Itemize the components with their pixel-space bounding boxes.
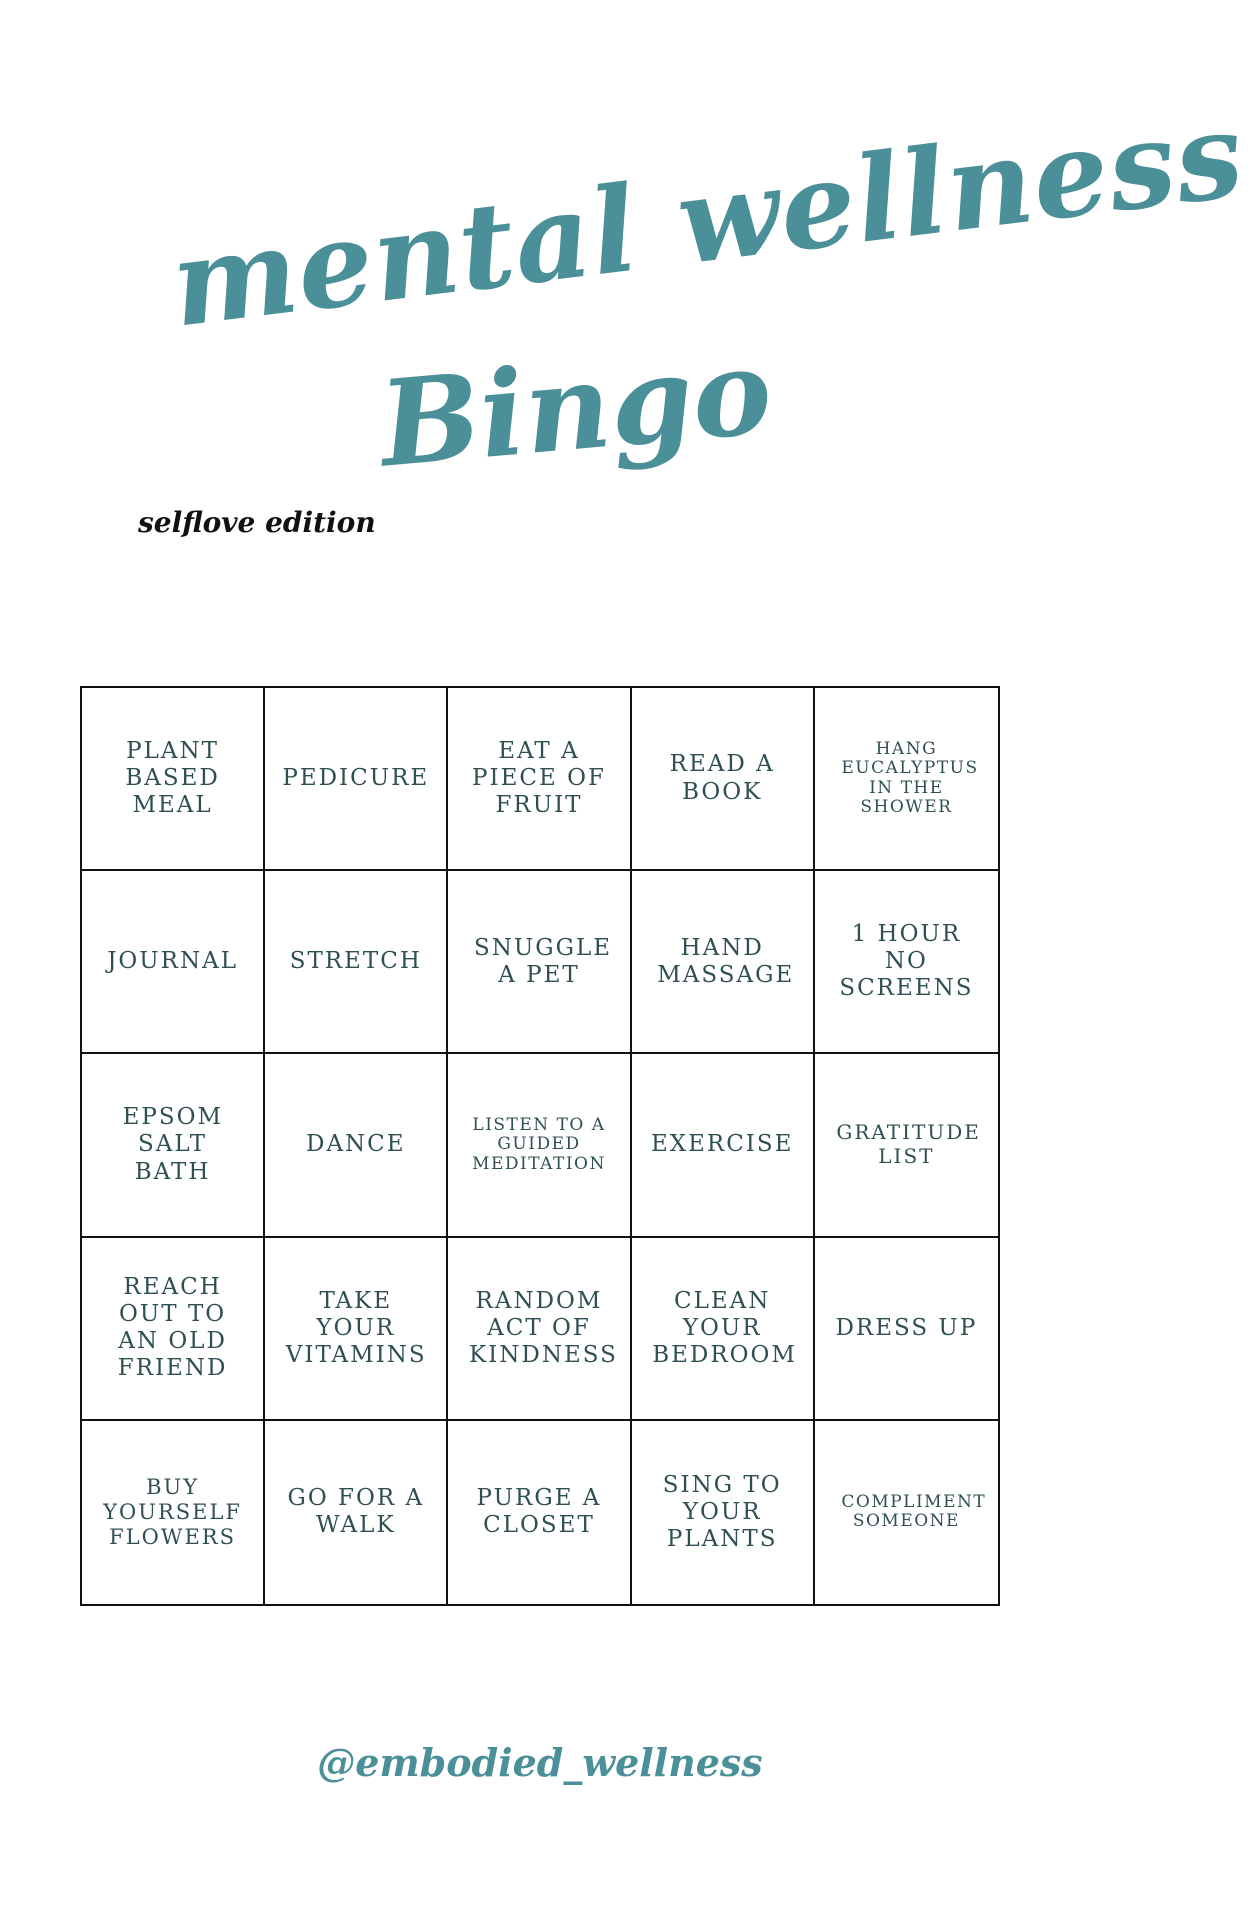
bingo-cell: [448, 1054, 631, 1237]
bingo-cell-label: READ A BOOK: [669, 751, 775, 805]
bingo-cell-label: EXERCISE: [650, 1131, 794, 1158]
bingo-cell-label: TAKE YOUR VITAMINS: [285, 1287, 427, 1368]
bingo-cell: [632, 1421, 815, 1604]
bingo-cell: [815, 1238, 998, 1421]
bingo-cell: [632, 688, 815, 871]
bingo-cell: [82, 1054, 265, 1237]
bingo-cell: [448, 688, 631, 871]
bingo-cell: [82, 1421, 265, 1604]
bingo-cell: [815, 688, 998, 871]
bingo-cell: [448, 1421, 631, 1604]
bingo-cell: [632, 1238, 815, 1421]
bingo-cell: [632, 1054, 815, 1237]
bingo-cell-label: CLEAN YOUR BEDROOM: [652, 1287, 797, 1368]
bingo-cell: [632, 871, 815, 1054]
bingo-cell: [265, 1421, 448, 1604]
bingo-cell: [265, 1054, 448, 1237]
bingo-cell-label: PEDICURE: [282, 765, 430, 792]
bingo-cell-label: DANCE: [306, 1131, 406, 1158]
bingo-cell-label: SNUGGLE A PET: [473, 934, 613, 988]
bingo-cell: [265, 871, 448, 1054]
bingo-cell-label: DRESS UP: [835, 1314, 978, 1341]
bingo-cell-label: HANG EUCALYPTUS IN THE SHOWER: [841, 738, 979, 818]
bingo-cell-label: LISTEN TO A GUIDED MEDITATION: [472, 1114, 606, 1174]
subtitle: selflove edition: [138, 506, 376, 539]
bingo-cell-label: STRETCH: [289, 948, 422, 975]
title-line-1: mental wellness: [164, 84, 1251, 354]
bingo-cell-label: GO FOR A WALK: [287, 1485, 425, 1539]
bingo-cell: [815, 1054, 998, 1237]
bingo-cell: [815, 871, 998, 1054]
bingo-cell-label: EPSOM SALT BATH: [122, 1104, 224, 1185]
bingo-cell-label: BUY YOURSELF FLOWERS: [103, 1475, 242, 1549]
bingo-cell: [265, 1238, 448, 1421]
social-handle: @embodied_wellness: [317, 1740, 763, 1785]
bingo-cell-label: PURGE A CLOSET: [476, 1485, 602, 1539]
bingo-cell-label: GRATITUDE LIST: [836, 1120, 981, 1168]
bingo-board: [80, 686, 1000, 1606]
bingo-cell-label: JOURNAL: [107, 948, 238, 975]
bingo-cell: [82, 1238, 265, 1421]
bingo-cell: [82, 688, 265, 871]
bingo-cell-label: PLANT BASED MEAL: [125, 737, 220, 819]
bingo-cell: [265, 688, 448, 871]
bingo-cell-label: SING TO YOUR PLANTS: [662, 1471, 782, 1552]
bingo-cell-label: COMPLIMENT SOMEONE: [841, 1491, 987, 1532]
title-line-2: Bingo: [374, 320, 777, 494]
bingo-cell: [815, 1421, 998, 1604]
bingo-cell-label: EAT A PIECE OF FRUIT: [472, 737, 606, 819]
bingo-cell-label: RANDOM ACT OF KINDNESS: [468, 1287, 618, 1368]
bingo-cell: [448, 871, 631, 1054]
bingo-cell-label: 1 HOUR NO SCREENS: [839, 921, 974, 1002]
bingo-cell-label: REACH OUT TO AN OLD FRIEND: [117, 1273, 228, 1382]
bingo-cell: [82, 871, 265, 1054]
bingo-cell: [448, 1238, 631, 1421]
bingo-cell-label: HAND MASSAGE: [657, 934, 795, 988]
